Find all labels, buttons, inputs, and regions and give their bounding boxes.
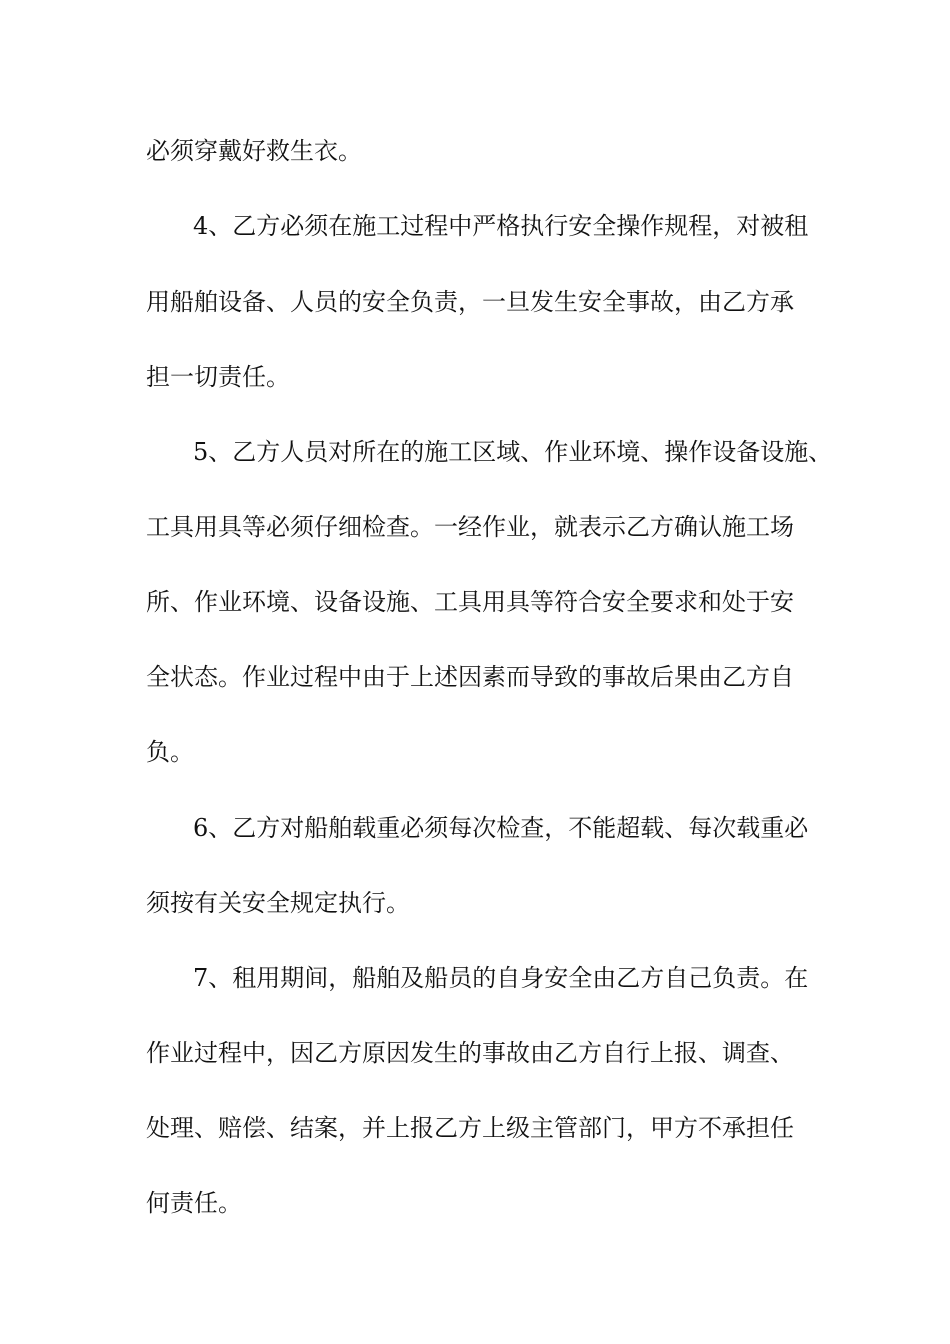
text-line: 用船舶设备、人员的安全负责，一旦发生安全事故，由乙方承: [146, 288, 794, 316]
text-line: 负。: [146, 738, 194, 766]
text-line: 工具用具等必须仔细检查。一经作业，就表示乙方确认施工场: [146, 513, 794, 541]
paragraph-7-line: 7、租用期间，船舶及船员的自身安全由乙方自己负责。在: [193, 964, 809, 992]
text-line: 所、作业环境、设备设施、工具用具等符合安全要求和处于安: [146, 588, 794, 616]
paragraph-4-line: 4、乙方必须在施工过程中严格执行安全操作规程，对被租: [193, 212, 809, 240]
text-line: 何责任。: [146, 1189, 242, 1217]
text-line: 处理、赔偿、结案，并上报乙方上级主管部门，甲方不承担任: [146, 1114, 794, 1142]
text-line: 须按有关安全规定执行。: [146, 889, 410, 917]
paragraph-6-line: 6、乙方对船舶载重必须每次检查，不能超载、每次载重必: [193, 814, 809, 842]
paragraph-5-line: 5、乙方人员对所在的施工区域、作业环境、操作设备设施、: [193, 438, 833, 466]
text-line: 必须穿戴好救生衣。: [146, 137, 362, 165]
text-line: 担一切责任。: [146, 363, 290, 391]
text-line: 作业过程中，因乙方原因发生的事故由乙方自行上报、调查、: [146, 1039, 794, 1067]
text-line: 全状态。作业过程中由于上述因素而导致的事故后果由乙方自: [146, 663, 794, 691]
